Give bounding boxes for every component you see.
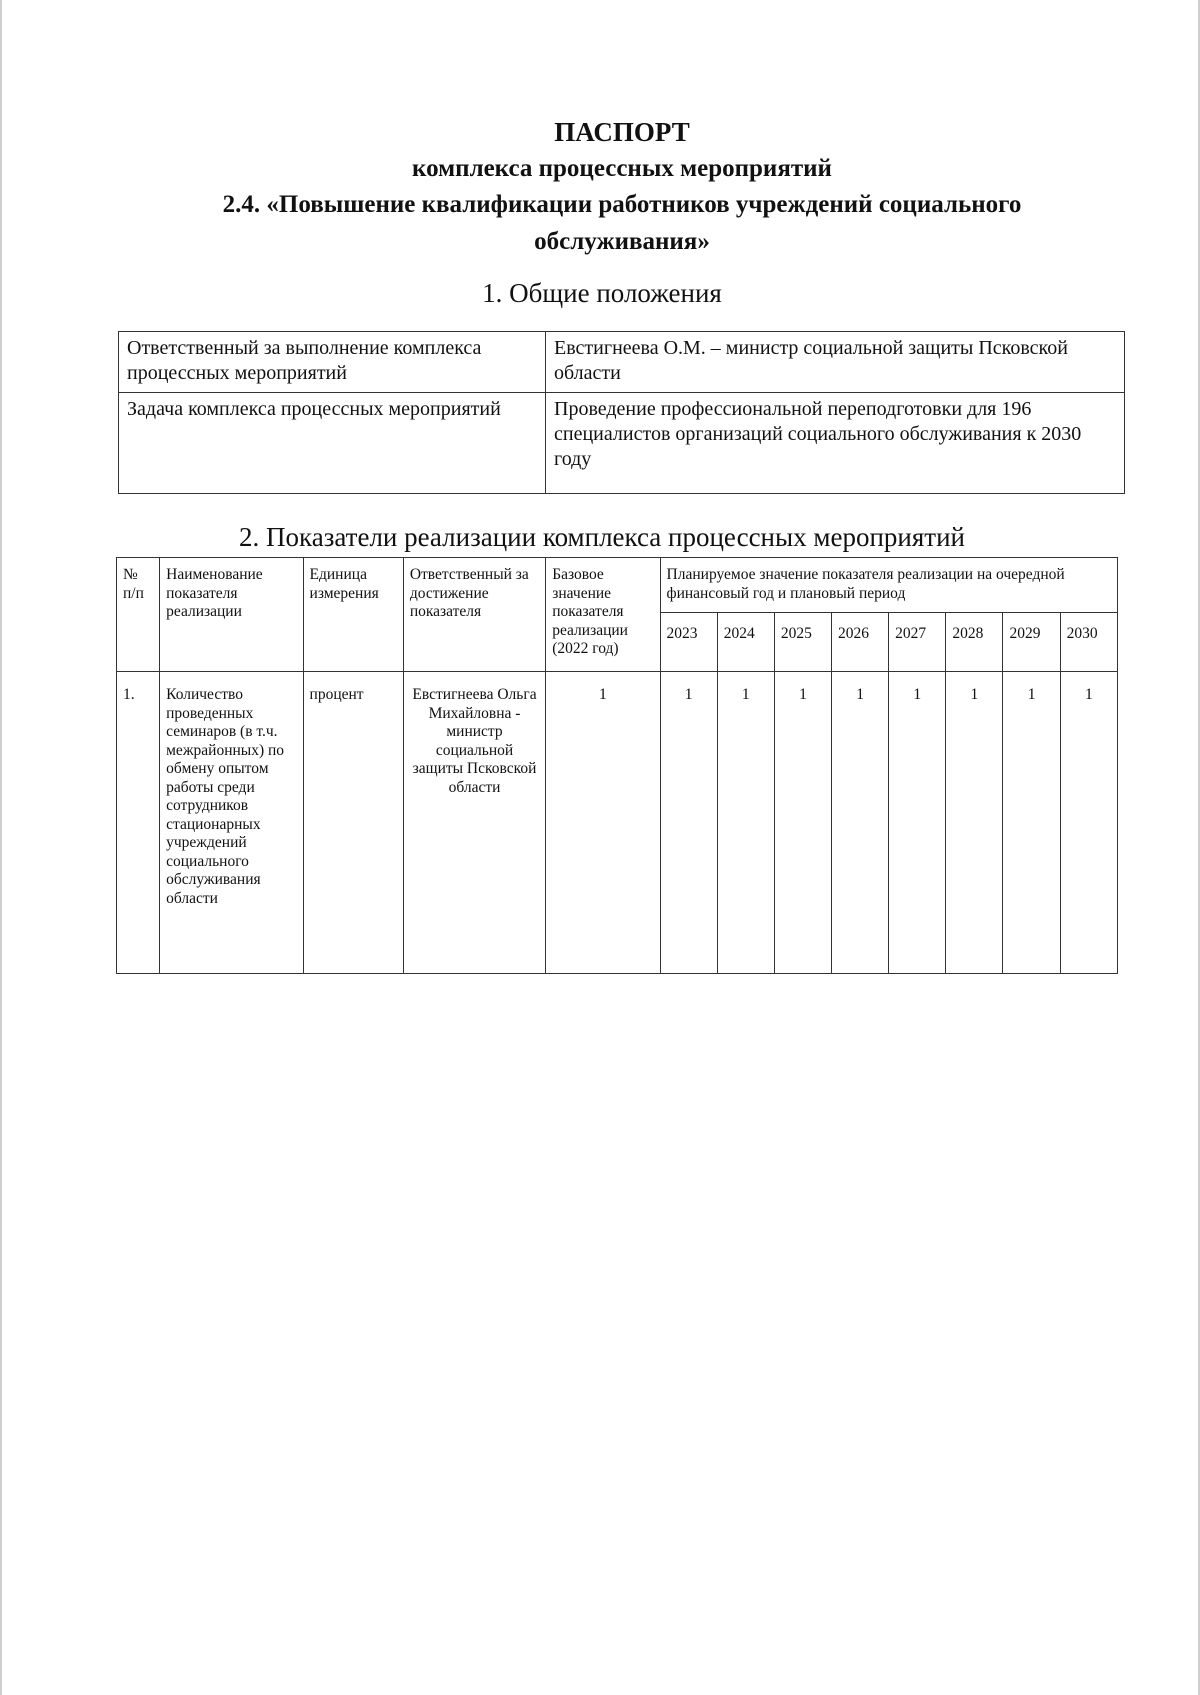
table-row <box>119 393 1125 494</box>
indicator-value: 1 <box>1060 672 1117 974</box>
section-2-heading: 2. Показатели реализации комплекса процессных мероприятий <box>239 522 965 552</box>
header-responsible: Ответственный за достижение показателя <box>403 558 545 672</box>
general-provisions-table <box>118 331 1125 494</box>
header-year: 2026 <box>832 613 889 672</box>
responsible-value-cell: Евстигнеева О.М. – министр социальной защиты Псковской области <box>546 332 1125 393</box>
document-subtitle: комплекса процессных мероприятий <box>412 155 832 182</box>
indicator-value: 1 <box>1003 672 1060 974</box>
task-value-cell: Проведение профессиональной переподготовки для 196 специалистов организаций социального обслуживания к 2030 году <box>546 393 1125 494</box>
header-year: 2028 <box>946 613 1003 672</box>
indicators-table <box>116 557 1118 974</box>
indicator-name: Количество проведенных семинаров (в т.ч. межрайонных) по обмену опытом работы среди сотрудников стационарных учреждений социального обслуживания области <box>160 672 303 974</box>
row-number: 1. <box>117 672 160 974</box>
indicator-unit: процент <box>303 672 403 974</box>
indicator-value: 1 <box>717 672 774 974</box>
header-year: 2030 <box>1060 613 1117 672</box>
header-planned-values: Планируемое значение показателя реализации на очередной финансовый год и плановый период <box>660 558 1117 613</box>
table-header-row <box>117 558 1118 613</box>
document-title-block <box>122 112 1122 260</box>
header-year: 2029 <box>1003 613 1060 672</box>
header-base-value: Базовое значение показателя реализации (2022 год) <box>546 558 660 672</box>
table-row <box>119 332 1125 393</box>
header-name: Наименование показателя реализации <box>160 558 303 672</box>
responsible-label-cell: Ответственный за выполнение комплекса процессных мероприятий <box>119 332 546 393</box>
header-year: 2027 <box>889 613 946 672</box>
indicator-value: 1 <box>774 672 831 974</box>
indicator-value: 1 <box>946 672 1003 974</box>
document-title: ПАСПОРТ <box>554 117 690 147</box>
header-number: № п/п <box>117 558 160 672</box>
task-label-cell: Задача комплекса процессных мероприятий <box>119 393 546 494</box>
header-year: 2024 <box>717 613 774 672</box>
header-year: 2023 <box>660 613 717 672</box>
section-1-heading: 1. Общие положения <box>482 278 722 308</box>
indicator-value: 1 <box>832 672 889 974</box>
indicator-value: 1 <box>660 672 717 974</box>
header-year: 2025 <box>774 613 831 672</box>
document-title-line-2: обслуживания» <box>534 228 710 255</box>
indicator-responsible: Евстигнеева Ольга Михайловна - министр социальной защиты Псковской области <box>403 672 545 974</box>
indicator-base-value: 1 <box>546 672 660 974</box>
document-title-line-1: 2.4. «Повышение квалификации работников учреждений социального <box>222 191 1022 218</box>
table-row <box>117 672 1118 974</box>
indicator-value: 1 <box>889 672 946 974</box>
header-unit: Единица измерения <box>303 558 403 672</box>
